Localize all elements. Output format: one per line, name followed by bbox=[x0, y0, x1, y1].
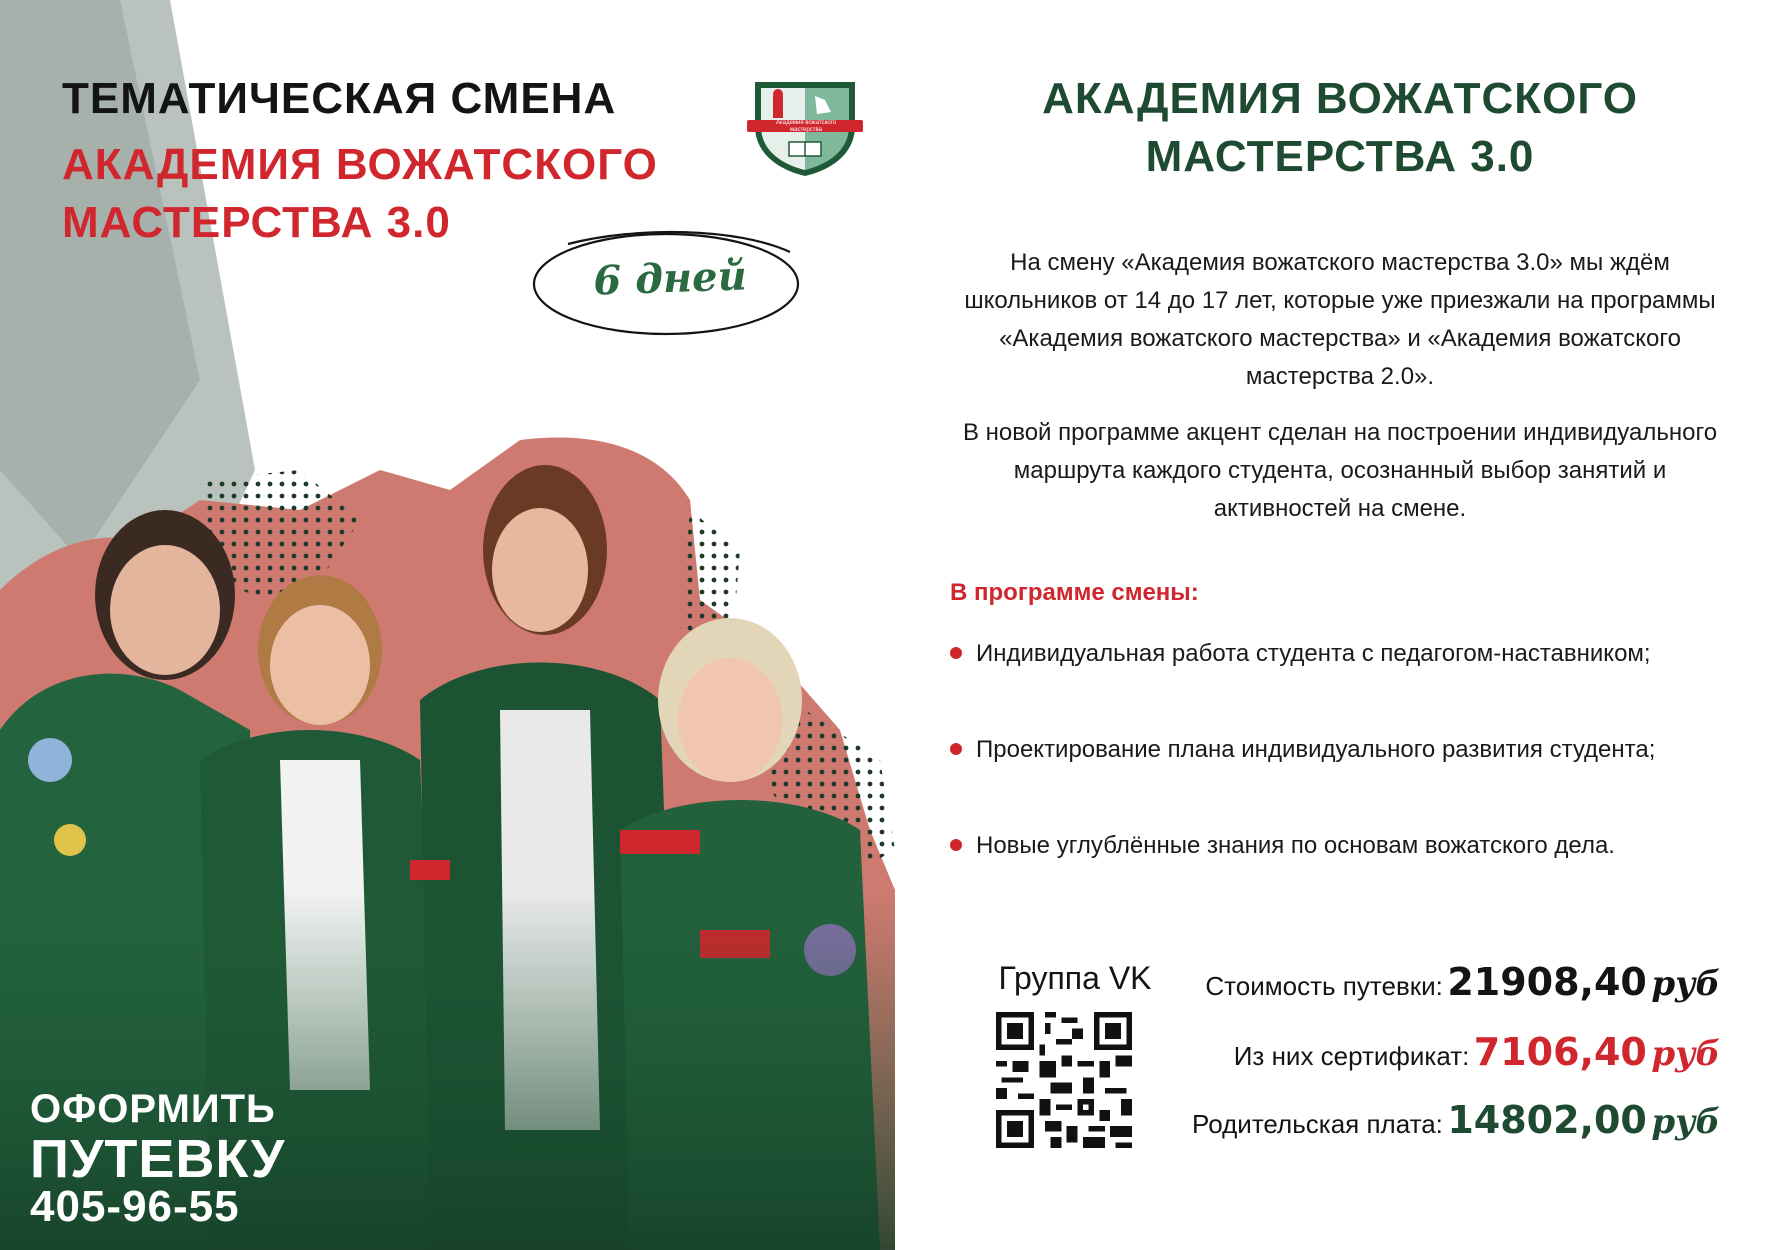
price-value: 14802,00 bbox=[1447, 1098, 1647, 1142]
description-paragraph-2: В новой программе акцент сделан на построении индивидуального маршрута каждого студента, осознанный выбор занятий и активностей на смене. bbox=[962, 419, 1718, 522]
days-label: 6 дней bbox=[592, 252, 748, 305]
price-label: Из них сертификат: bbox=[1233, 1041, 1470, 1071]
price-currency: руб bbox=[1651, 1034, 1720, 1074]
price-currency: руб bbox=[1651, 1102, 1720, 1142]
price-label: Родительская плата: bbox=[1192, 1109, 1443, 1139]
price-value: 7106,40 bbox=[1473, 1030, 1647, 1074]
price-value: 21908,40 bbox=[1447, 960, 1647, 1004]
program-item bbox=[950, 635, 1710, 673]
program-item bbox=[950, 731, 1710, 769]
bullet-dot-icon bbox=[950, 743, 962, 755]
academy-title: АКАДЕМИЯ ВОЖАТСКОГО МАСТЕРСТВА 3.0 bbox=[62, 140, 658, 247]
program-item bbox=[950, 827, 1710, 865]
price-row-total bbox=[1205, 960, 1720, 1004]
program-heading: В программе смены: bbox=[950, 579, 1199, 606]
phone-number[interactable]: 405-96-55 bbox=[30, 1182, 240, 1231]
program-item-text: Проектирование плана индивидуального развития студента; bbox=[976, 736, 1656, 763]
vk-group-label: Группа VK bbox=[998, 960, 1152, 996]
qr-code-icon[interactable] bbox=[996, 1012, 1132, 1148]
book-trip-line2[interactable]: ПУТЕВКУ bbox=[30, 1129, 286, 1189]
program-item-text: Новые углублённые знания по основам вожатского дела. bbox=[976, 832, 1615, 859]
price-label: Стоимость путевки: bbox=[1205, 971, 1443, 1001]
description-paragraph-1: На смену «Академия вожатского мастерства 3.0» мы ждём школьников от 14 до 17 лет, которые уже приезжали на программы «Академия вожатского мастерства» и «Академия вожатского мастерства 2.0». bbox=[964, 249, 1716, 390]
theme-label: ТЕМАТИЧЕСКАЯ СМЕНА bbox=[62, 74, 617, 123]
bullet-dot-icon bbox=[950, 839, 962, 851]
program-item-text: Индивидуальная работа студента с педагогом-наставником; bbox=[976, 640, 1651, 667]
price-row-certificate bbox=[1234, 1030, 1720, 1074]
price-currency: руб bbox=[1651, 964, 1720, 1004]
crest-caption: Академия вожатского мастерства bbox=[775, 120, 837, 133]
book-trip-line1[interactable]: ОФОРМИТЬ bbox=[30, 1087, 276, 1131]
price-row-parent-fee bbox=[1192, 1098, 1720, 1142]
page-title: АКАДЕМИЯ ВОЖАТСКОГО МАСТЕРСТВА 3.0 bbox=[1042, 74, 1638, 181]
bullet-dot-icon bbox=[950, 647, 962, 659]
